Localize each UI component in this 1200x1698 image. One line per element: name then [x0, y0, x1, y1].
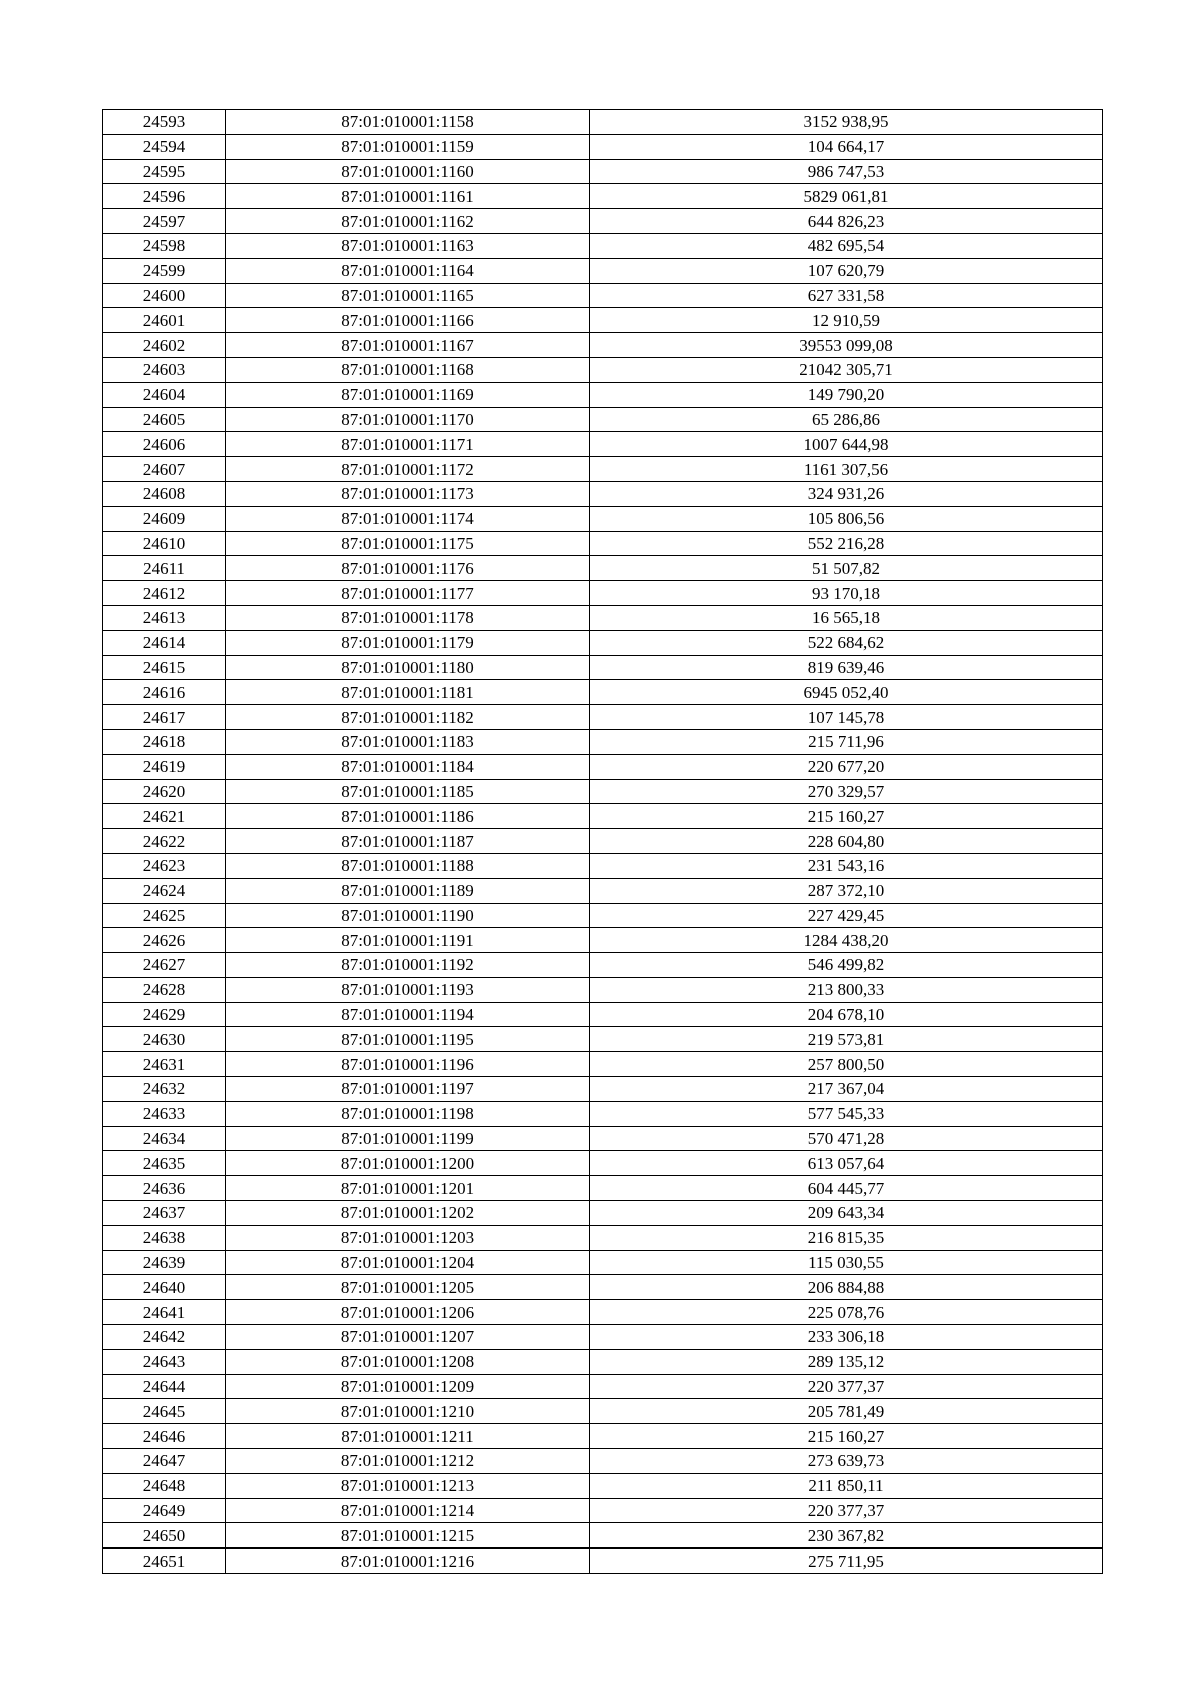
cadastral-number-cell: 87:01:010001:1169 [226, 382, 590, 407]
cadastral-value-cell: 219 573,81 [590, 1027, 1103, 1052]
table-row [103, 878, 1103, 903]
row-number-cell: 24595 [103, 159, 226, 184]
table-row [103, 110, 1103, 135]
cadastral-number-cell: 87:01:010001:1165 [226, 283, 590, 308]
row-number-cell: 24650 [103, 1523, 226, 1548]
cadastral-number-cell: 87:01:010001:1175 [226, 531, 590, 556]
table-row [103, 506, 1103, 531]
cadastral-number-cell: 87:01:010001:1207 [226, 1325, 590, 1350]
row-number-cell: 24602 [103, 333, 226, 358]
cadastral-value-cell: 39553 099,08 [590, 333, 1103, 358]
cadastral-number-cell: 87:01:010001:1186 [226, 804, 590, 829]
row-number-cell: 24629 [103, 1002, 226, 1027]
cadastral-number-cell: 87:01:010001:1176 [226, 556, 590, 581]
cadastral-value-cell: 209 643,34 [590, 1201, 1103, 1226]
cadastral-value-cell: 105 806,56 [590, 506, 1103, 531]
table-row [103, 1473, 1103, 1498]
cadastral-value-cell: 65 286,86 [590, 407, 1103, 432]
cadastral-number-cell: 87:01:010001:1191 [226, 928, 590, 953]
row-number-cell: 24601 [103, 308, 226, 333]
cadastral-value-cell: 986 747,53 [590, 159, 1103, 184]
cadastral-value-cell: 270 329,57 [590, 779, 1103, 804]
row-number-cell: 24597 [103, 209, 226, 234]
cadastral-value-cell: 228 604,80 [590, 829, 1103, 854]
cadastral-value-cell: 324 931,26 [590, 481, 1103, 506]
cadastral-value-cell: 220 677,20 [590, 754, 1103, 779]
table-row [103, 829, 1103, 854]
cadastral-value-cell: 205 781,49 [590, 1399, 1103, 1424]
row-number-cell: 24604 [103, 382, 226, 407]
cadastral-value-cell: 206 884,88 [590, 1275, 1103, 1300]
row-number-cell: 24636 [103, 1176, 226, 1201]
table-row [103, 1002, 1103, 1027]
row-number-cell: 24643 [103, 1349, 226, 1374]
row-number-cell: 24609 [103, 506, 226, 531]
cadastral-number-cell: 87:01:010001:1215 [226, 1523, 590, 1548]
cadastral-value-cell: 115 030,55 [590, 1250, 1103, 1275]
row-number-cell: 24626 [103, 928, 226, 953]
row-number-cell: 24642 [103, 1325, 226, 1350]
row-number-cell: 24633 [103, 1101, 226, 1126]
row-number-cell: 24638 [103, 1225, 226, 1250]
cadastral-number-cell: 87:01:010001:1211 [226, 1424, 590, 1449]
cadastral-number-cell: 87:01:010001:1203 [226, 1225, 590, 1250]
cadastral-number-cell: 87:01:010001:1184 [226, 754, 590, 779]
cadastral-value-cell: 104 664,17 [590, 134, 1103, 159]
table-row [103, 1523, 1103, 1548]
cadastral-number-cell: 87:01:010001:1209 [226, 1374, 590, 1399]
table-row [103, 333, 1103, 358]
table-row [103, 680, 1103, 705]
row-number-cell: 24594 [103, 134, 226, 159]
table-row [103, 804, 1103, 829]
row-number-cell: 24625 [103, 903, 226, 928]
table-row [103, 233, 1103, 258]
table-row [103, 1126, 1103, 1151]
table-row [103, 1027, 1103, 1052]
table-row [103, 1349, 1103, 1374]
table-row [103, 258, 1103, 283]
cadastral-value-cell: 220 377,37 [590, 1498, 1103, 1523]
row-number-cell: 24610 [103, 531, 226, 556]
table-row [103, 159, 1103, 184]
table-row [103, 779, 1103, 804]
row-number-cell: 24624 [103, 878, 226, 903]
row-number-cell: 24612 [103, 581, 226, 606]
cadastral-value-cell: 93 170,18 [590, 581, 1103, 606]
cadastral-value-cell: 204 678,10 [590, 1002, 1103, 1027]
row-number-cell: 24618 [103, 729, 226, 754]
table-row [103, 481, 1103, 506]
cadastral-number-cell: 87:01:010001:1159 [226, 134, 590, 159]
table-row [103, 457, 1103, 482]
cadastral-number-cell: 87:01:010001:1194 [226, 1002, 590, 1027]
cadastral-value-cell: 215 160,27 [590, 804, 1103, 829]
table-row [103, 655, 1103, 680]
cadastral-number-cell: 87:01:010001:1196 [226, 1052, 590, 1077]
table-row [103, 1449, 1103, 1474]
table-row [103, 1250, 1103, 1275]
row-number-cell: 24648 [103, 1473, 226, 1498]
table-row [103, 1101, 1103, 1126]
cadastral-number-cell: 87:01:010001:1198 [226, 1101, 590, 1126]
cadastral-number-cell: 87:01:010001:1161 [226, 184, 590, 209]
table-row [103, 1399, 1103, 1424]
cadastral-number-cell: 87:01:010001:1162 [226, 209, 590, 234]
cadastral-value-cell: 275 711,95 [590, 1548, 1103, 1573]
row-number-cell: 24600 [103, 283, 226, 308]
cadastral-number-cell: 87:01:010001:1164 [226, 258, 590, 283]
row-number-cell: 24639 [103, 1250, 226, 1275]
cadastral-value-cell: 227 429,45 [590, 903, 1103, 928]
cadastral-number-cell: 87:01:010001:1197 [226, 1077, 590, 1102]
cadastral-value-cell: 21042 305,71 [590, 357, 1103, 382]
cadastral-value-cell: 215 160,27 [590, 1424, 1103, 1449]
cadastral-number-cell: 87:01:010001:1172 [226, 457, 590, 482]
table-row [103, 184, 1103, 209]
cadastral-number-cell: 87:01:010001:1183 [226, 729, 590, 754]
row-number-cell: 24613 [103, 605, 226, 630]
cadastral-value-cell: 12 910,59 [590, 308, 1103, 333]
table-row [103, 357, 1103, 382]
table-row [103, 1052, 1103, 1077]
cadastral-number-cell: 87:01:010001:1202 [226, 1201, 590, 1226]
cadastral-number-cell: 87:01:010001:1163 [226, 233, 590, 258]
table-row [103, 581, 1103, 606]
row-number-cell: 24615 [103, 655, 226, 680]
table-row [103, 407, 1103, 432]
row-number-cell: 24630 [103, 1027, 226, 1052]
cadastral-value-cell: 522 684,62 [590, 630, 1103, 655]
row-number-cell: 24634 [103, 1126, 226, 1151]
cadastral-number-cell: 87:01:010001:1188 [226, 853, 590, 878]
cadastral-number-cell: 87:01:010001:1185 [226, 779, 590, 804]
cadastral-value-cell: 570 471,28 [590, 1126, 1103, 1151]
table-row [103, 1077, 1103, 1102]
table-row [103, 1176, 1103, 1201]
cadastral-value-cell: 225 078,76 [590, 1300, 1103, 1325]
row-number-cell: 24608 [103, 481, 226, 506]
table-row [103, 1498, 1103, 1523]
row-number-cell: 24619 [103, 754, 226, 779]
cadastral-value-cell: 233 306,18 [590, 1325, 1103, 1350]
table-row [103, 308, 1103, 333]
table-row [103, 1201, 1103, 1226]
cadastral-number-cell: 87:01:010001:1205 [226, 1275, 590, 1300]
table-row [103, 556, 1103, 581]
row-number-cell: 24620 [103, 779, 226, 804]
row-number-cell: 24651 [103, 1548, 226, 1573]
cadastral-value-cell: 257 800,50 [590, 1052, 1103, 1077]
cadastral-number-cell: 87:01:010001:1177 [226, 581, 590, 606]
cadastral-value-cell: 552 216,28 [590, 531, 1103, 556]
cadastral-value-cell: 5829 061,81 [590, 184, 1103, 209]
row-number-cell: 24616 [103, 680, 226, 705]
cadastral-number-cell: 87:01:010001:1167 [226, 333, 590, 358]
table-row [103, 1275, 1103, 1300]
cadastral-number-cell: 87:01:010001:1206 [226, 1300, 590, 1325]
table-row [103, 605, 1103, 630]
cadastral-number-cell: 87:01:010001:1216 [226, 1548, 590, 1573]
cadastral-value-cell: 230 367,82 [590, 1523, 1103, 1548]
cadastral-value-cell: 289 135,12 [590, 1349, 1103, 1374]
table-row [103, 432, 1103, 457]
cadastral-value-cell: 231 543,16 [590, 853, 1103, 878]
table-row [103, 283, 1103, 308]
row-number-cell: 24593 [103, 110, 226, 135]
table-row [103, 1225, 1103, 1250]
table-row [103, 705, 1103, 730]
cadastral-value-cell: 627 331,58 [590, 283, 1103, 308]
cadastral-value-cell: 1161 307,56 [590, 457, 1103, 482]
row-number-cell: 24637 [103, 1201, 226, 1226]
cadastral-number-cell: 87:01:010001:1171 [226, 432, 590, 457]
row-number-cell: 24623 [103, 853, 226, 878]
cadastral-number-cell: 87:01:010001:1178 [226, 605, 590, 630]
cadastral-number-cell: 87:01:010001:1204 [226, 1250, 590, 1275]
row-number-cell: 24614 [103, 630, 226, 655]
row-number-cell: 24628 [103, 977, 226, 1002]
row-number-cell: 24632 [103, 1077, 226, 1102]
table-row [103, 1374, 1103, 1399]
cadastral-value-cell: 1284 438,20 [590, 928, 1103, 953]
cadastral-number-cell: 87:01:010001:1181 [226, 680, 590, 705]
row-number-cell: 24645 [103, 1399, 226, 1424]
cadastral-value-cell: 819 639,46 [590, 655, 1103, 680]
cadastral-number-cell: 87:01:010001:1214 [226, 1498, 590, 1523]
cadastral-number-cell: 87:01:010001:1201 [226, 1176, 590, 1201]
cadastral-number-cell: 87:01:010001:1179 [226, 630, 590, 655]
cadastral-value-cell: 6945 052,40 [590, 680, 1103, 705]
cadastral-value-cell: 287 372,10 [590, 878, 1103, 903]
row-number-cell: 24606 [103, 432, 226, 457]
cadastral-number-cell: 87:01:010001:1193 [226, 977, 590, 1002]
cadastral-number-cell: 87:01:010001:1213 [226, 1473, 590, 1498]
cadastral-value-cell: 211 850,11 [590, 1473, 1103, 1498]
table-row [103, 1325, 1103, 1350]
cadastral-value-cell: 546 499,82 [590, 953, 1103, 978]
table-row [103, 903, 1103, 928]
cadastral-value-cell: 220 377,37 [590, 1374, 1103, 1399]
cadastral-number-cell: 87:01:010001:1208 [226, 1349, 590, 1374]
table-row [103, 1151, 1103, 1176]
cadastral-number-cell: 87:01:010001:1200 [226, 1151, 590, 1176]
table-row [103, 531, 1103, 556]
cadastral-number-cell: 87:01:010001:1212 [226, 1449, 590, 1474]
row-number-cell: 24627 [103, 953, 226, 978]
cadastral-number-cell: 87:01:010001:1189 [226, 878, 590, 903]
cadastral-number-cell: 87:01:010001:1158 [226, 110, 590, 135]
row-number-cell: 24611 [103, 556, 226, 581]
table-row [103, 630, 1103, 655]
table-row [103, 953, 1103, 978]
row-number-cell: 24631 [103, 1052, 226, 1077]
cadastral-number-cell: 87:01:010001:1190 [226, 903, 590, 928]
cadastral-number-cell: 87:01:010001:1210 [226, 1399, 590, 1424]
cadastral-value-cell: 149 790,20 [590, 382, 1103, 407]
table-row [103, 209, 1103, 234]
row-number-cell: 24640 [103, 1275, 226, 1300]
table-row [103, 1548, 1103, 1573]
row-number-cell: 24617 [103, 705, 226, 730]
cadastral-value-cell: 51 507,82 [590, 556, 1103, 581]
cadastral-number-cell: 87:01:010001:1187 [226, 829, 590, 854]
row-number-cell: 24647 [103, 1449, 226, 1474]
cadastral-value-cell: 613 057,64 [590, 1151, 1103, 1176]
cadastral-number-cell: 87:01:010001:1170 [226, 407, 590, 432]
row-number-cell: 24622 [103, 829, 226, 854]
table-row [103, 134, 1103, 159]
row-number-cell: 24599 [103, 258, 226, 283]
row-number-cell: 24598 [103, 233, 226, 258]
row-number-cell: 24596 [103, 184, 226, 209]
cadastral-value-cell: 3152 938,95 [590, 110, 1103, 135]
cadastral-value-cell: 644 826,23 [590, 209, 1103, 234]
cadastral-value-cell: 577 545,33 [590, 1101, 1103, 1126]
table-row [103, 1300, 1103, 1325]
cadastral-number-cell: 87:01:010001:1199 [226, 1126, 590, 1151]
cadastral-value-cell: 107 145,78 [590, 705, 1103, 730]
row-number-cell: 24605 [103, 407, 226, 432]
cadastral-number-cell: 87:01:010001:1166 [226, 308, 590, 333]
row-number-cell: 24641 [103, 1300, 226, 1325]
cadastral-value-cell: 1007 644,98 [590, 432, 1103, 457]
cadastral-number-cell: 87:01:010001:1192 [226, 953, 590, 978]
row-number-cell: 24621 [103, 804, 226, 829]
table-row [103, 928, 1103, 953]
cadastral-value-cell: 273 639,73 [590, 1449, 1103, 1474]
cadastral-value-cell: 217 367,04 [590, 1077, 1103, 1102]
cadastral-number-cell: 87:01:010001:1182 [226, 705, 590, 730]
cadastral-number-cell: 87:01:010001:1173 [226, 481, 590, 506]
table-row [103, 754, 1103, 779]
row-number-cell: 24603 [103, 357, 226, 382]
table-row [103, 729, 1103, 754]
row-number-cell: 24644 [103, 1374, 226, 1399]
cadastral-value-cell: 107 620,79 [590, 258, 1103, 283]
cadastral-value-table [102, 109, 1103, 1574]
cadastral-value-cell: 213 800,33 [590, 977, 1103, 1002]
table-body [103, 110, 1103, 1574]
cadastral-value-cell: 216 815,35 [590, 1225, 1103, 1250]
row-number-cell: 24607 [103, 457, 226, 482]
cadastral-value-cell: 482 695,54 [590, 233, 1103, 258]
row-number-cell: 24646 [103, 1424, 226, 1449]
table-row [103, 853, 1103, 878]
row-number-cell: 24649 [103, 1498, 226, 1523]
cadastral-value-cell: 604 445,77 [590, 1176, 1103, 1201]
cadastral-number-cell: 87:01:010001:1174 [226, 506, 590, 531]
row-number-cell: 24635 [103, 1151, 226, 1176]
cadastral-number-cell: 87:01:010001:1168 [226, 357, 590, 382]
cadastral-value-cell: 215 711,96 [590, 729, 1103, 754]
cadastral-value-cell: 16 565,18 [590, 605, 1103, 630]
cadastral-number-cell: 87:01:010001:1160 [226, 159, 590, 184]
table-row [103, 1424, 1103, 1449]
table-row [103, 977, 1103, 1002]
cadastral-number-cell: 87:01:010001:1195 [226, 1027, 590, 1052]
table-row [103, 382, 1103, 407]
cadastral-number-cell: 87:01:010001:1180 [226, 655, 590, 680]
